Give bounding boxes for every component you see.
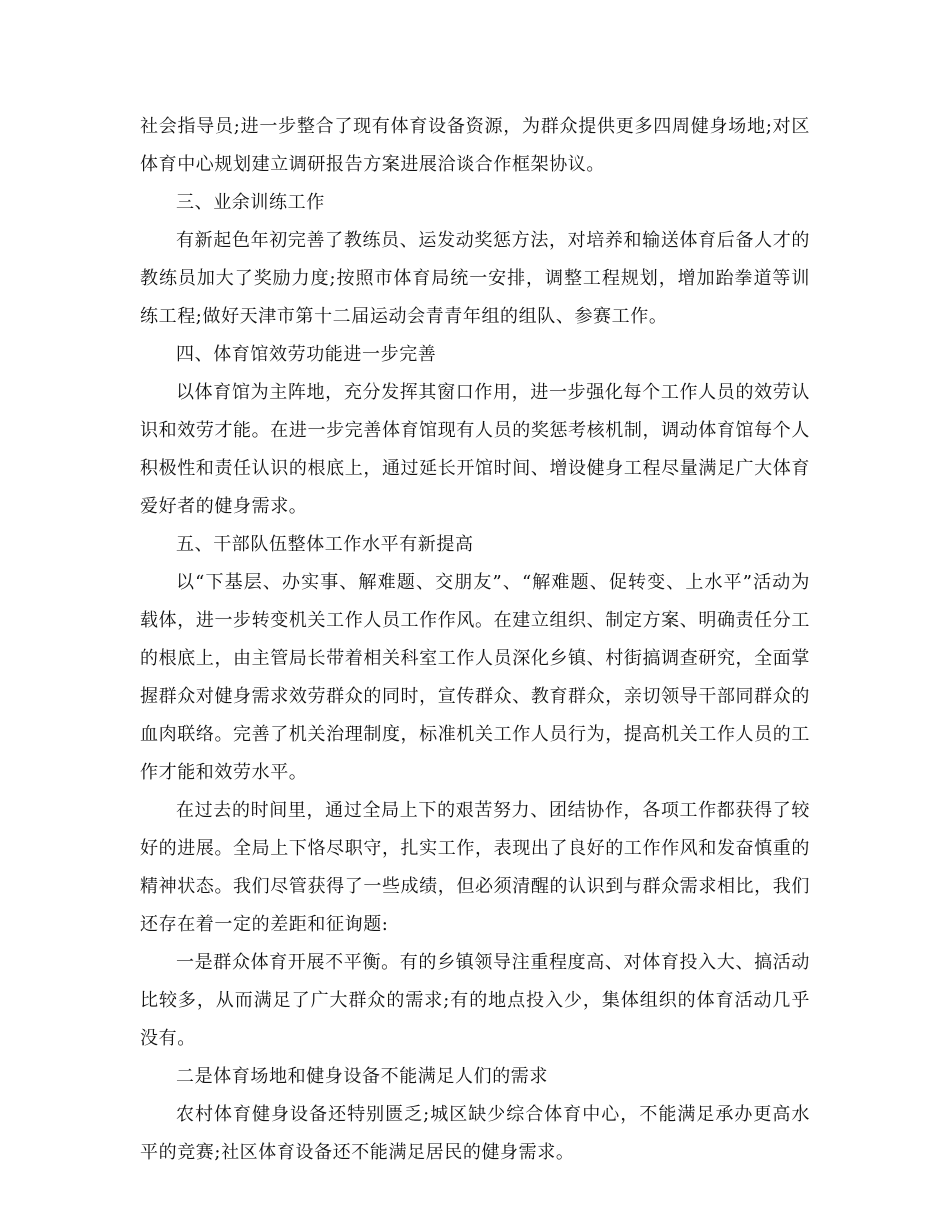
paragraph-amateur-training: 有新起色年初完善了教练员、运发动奖惩方法，对培养和输送体育后备人才的教练员加大了奖励力度;按照市体育局统一安排，调整工程规划，增加跆拳道等训练工程;做好天津市第十二届运动会青青年组的组队、参赛工作。: [140, 230, 810, 327]
paragraph-issue-one: 一是群众体育开展不平衡。有的乡镇领导注重程度高、对体育投入大、搞活动比较多，从而满足了广大群众的需求;有的地点投入少，集体组织的体育活动几乎没有。: [140, 952, 810, 1049]
section-heading-issue-two: 二是体育场地和健身设备不能满足人们的需求: [176, 1066, 548, 1087]
section-heading-gym-service: 四、体育馆效劳功能进一步完善: [176, 344, 437, 365]
paragraph-issue-two: 农村体育健身设备还特别匮乏;城区缺少综合体育中心，不能满足承办更高水平的竞赛;社区体育设备还不能满足居民的健身需求。: [140, 1104, 810, 1163]
document-body: [140, 108, 810, 1172]
section-heading-cadre-team: 五、干部队伍整体工作水平有新提高: [176, 534, 474, 555]
section-heading-amateur-training: 三、业余训练工作: [176, 192, 325, 213]
paragraph-continuation: 社会指导员;进一步整合了现有体育设备资源，为群众提供更多四周健身场地;对区体育中心规划建立调研报告方案进展洽谈合作框架协议。: [140, 116, 810, 175]
paragraph-cadre-team: 以“下基层、办实事、解难题、交朋友”、“解难题、促转变、上水平”活动为载体，进一步转变机关工作人员工作作风。在建立组织、制定方案、明确责任分工的根底上，由主管局长带着相关科室工作人员深化乡镇、村街搞调查研究，全面掌握群众对健身需求效劳群众的同时，宣传群众、教育群众，亲切领导干部同群众的血肉联络。完善了机关治理制度，标准机关工作人员行为，提高机关工作人员的工作才能和效劳水平。: [140, 572, 810, 783]
paragraph-summary: 在过去的时间里，通过全局上下的艰苦努力、团结协作，各项工作都获得了较好的进展。全局上下恪尽职守，扎实工作，表现出了良好的工作作风和发奋慎重的精神状态。我们尽管获得了一些成绩，但必须清醒的认识到与群众需求相比，我们还存在着一定的差距和征询题:: [140, 800, 810, 935]
paragraph-gym-service: 以体育馆为主阵地，充分发挥其窗口作用，进一步强化每个工作人员的效劳认识和效劳才能。在进一步完善体育馆现有人员的奖惩考核机制，调动体育馆每个人积极性和责任认识的根底上，通过延长开馆时间、增设健身工程尽量满足广大体育爱好者的健身需求。: [140, 382, 810, 517]
